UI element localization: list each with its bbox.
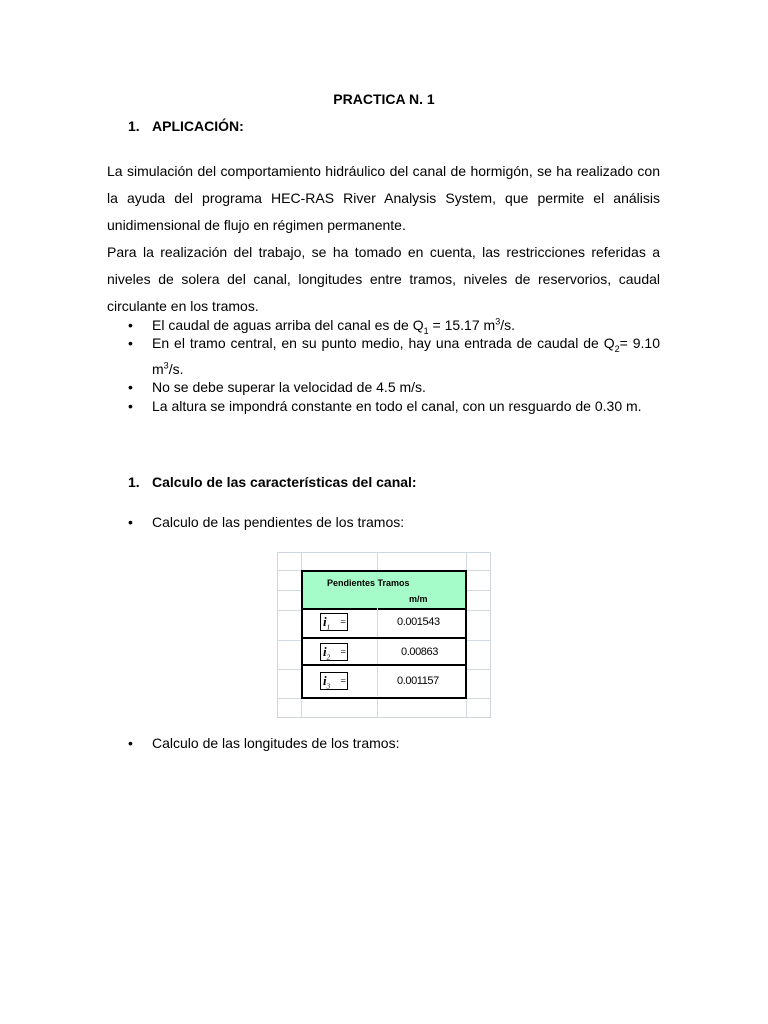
slope-symbol: $i_1$ =: [320, 613, 348, 631]
section-number: 1.: [128, 118, 140, 134]
bullet-icon: •: [128, 317, 133, 333]
bullet-icon: •: [128, 335, 133, 351]
bullet-icon: •: [128, 735, 133, 751]
section-heading-aplicacion: [128, 118, 244, 134]
bullet-icon: •: [128, 398, 133, 414]
paragraph-restrictions: Para la realización del trabajo, se ha tomado en cuenta, las restricciones referidas a niveles de solera del canal, longitudes entre tramos, niveles de reservorios, caudal circulante en los tramos.: [107, 244, 660, 314]
list-item: • La altura se impondrá constante en todo el canal, con un resguardo de 0.30 m.: [128, 392, 660, 420]
page-title: PRACTICA N. 1: [333, 91, 435, 107]
slopes-list: [128, 514, 660, 530]
table-header: [303, 572, 465, 610]
list-item: • En el tramo central, en su punto medio, hay una entrada de caudal de $Q_2= 9.10$ $m^3/s$.: [128, 330, 660, 382]
header-unit: m/m: [409, 594, 428, 604]
slope-symbol: $i_2$ =: [320, 643, 348, 661]
section-heading-characteristics: [128, 474, 417, 490]
list-item: • No se debe superar la velocidad de 4.5 m/s.: [128, 379, 426, 395]
slope-value: 0.001157: [397, 675, 439, 687]
lengths-list: [128, 735, 660, 751]
slope-value: 0.001543: [397, 616, 440, 628]
slope-symbol: $i_3$ =: [320, 672, 348, 690]
table-row: [303, 608, 465, 637]
bullet-icon: •: [128, 379, 133, 395]
bullet-icon: •: [128, 514, 133, 530]
table-row: [303, 667, 465, 696]
header-title: Pendientes Tramos: [327, 578, 410, 588]
list-item: • Calculo de las longitudes de los tramos:: [128, 735, 400, 751]
table-row: [303, 637, 465, 666]
restrictions-list: [128, 316, 660, 420]
slope-value: 0.00863: [401, 646, 438, 658]
list-item: • Calculo de las pendientes de los tramos:: [128, 514, 405, 530]
section-label: APLICACIÓN:: [152, 118, 244, 134]
slopes-table: [301, 570, 467, 699]
section-number: 1.: [128, 474, 140, 490]
section-label: Calculo de las características del canal:: [152, 474, 417, 490]
list-item: • El caudal de aguas arriba del canal es de $Q_1 = 15.17$ $m^3/s$.: [128, 316, 515, 336]
paragraph-simulation: La simulación del comportamiento hidráulico del canal de hormigón, se ha realizado con la ayuda del programa HEC-RAS River Analysis System, que permite el análisis unidimensional de flujo en régimen permanente.: [107, 163, 660, 233]
